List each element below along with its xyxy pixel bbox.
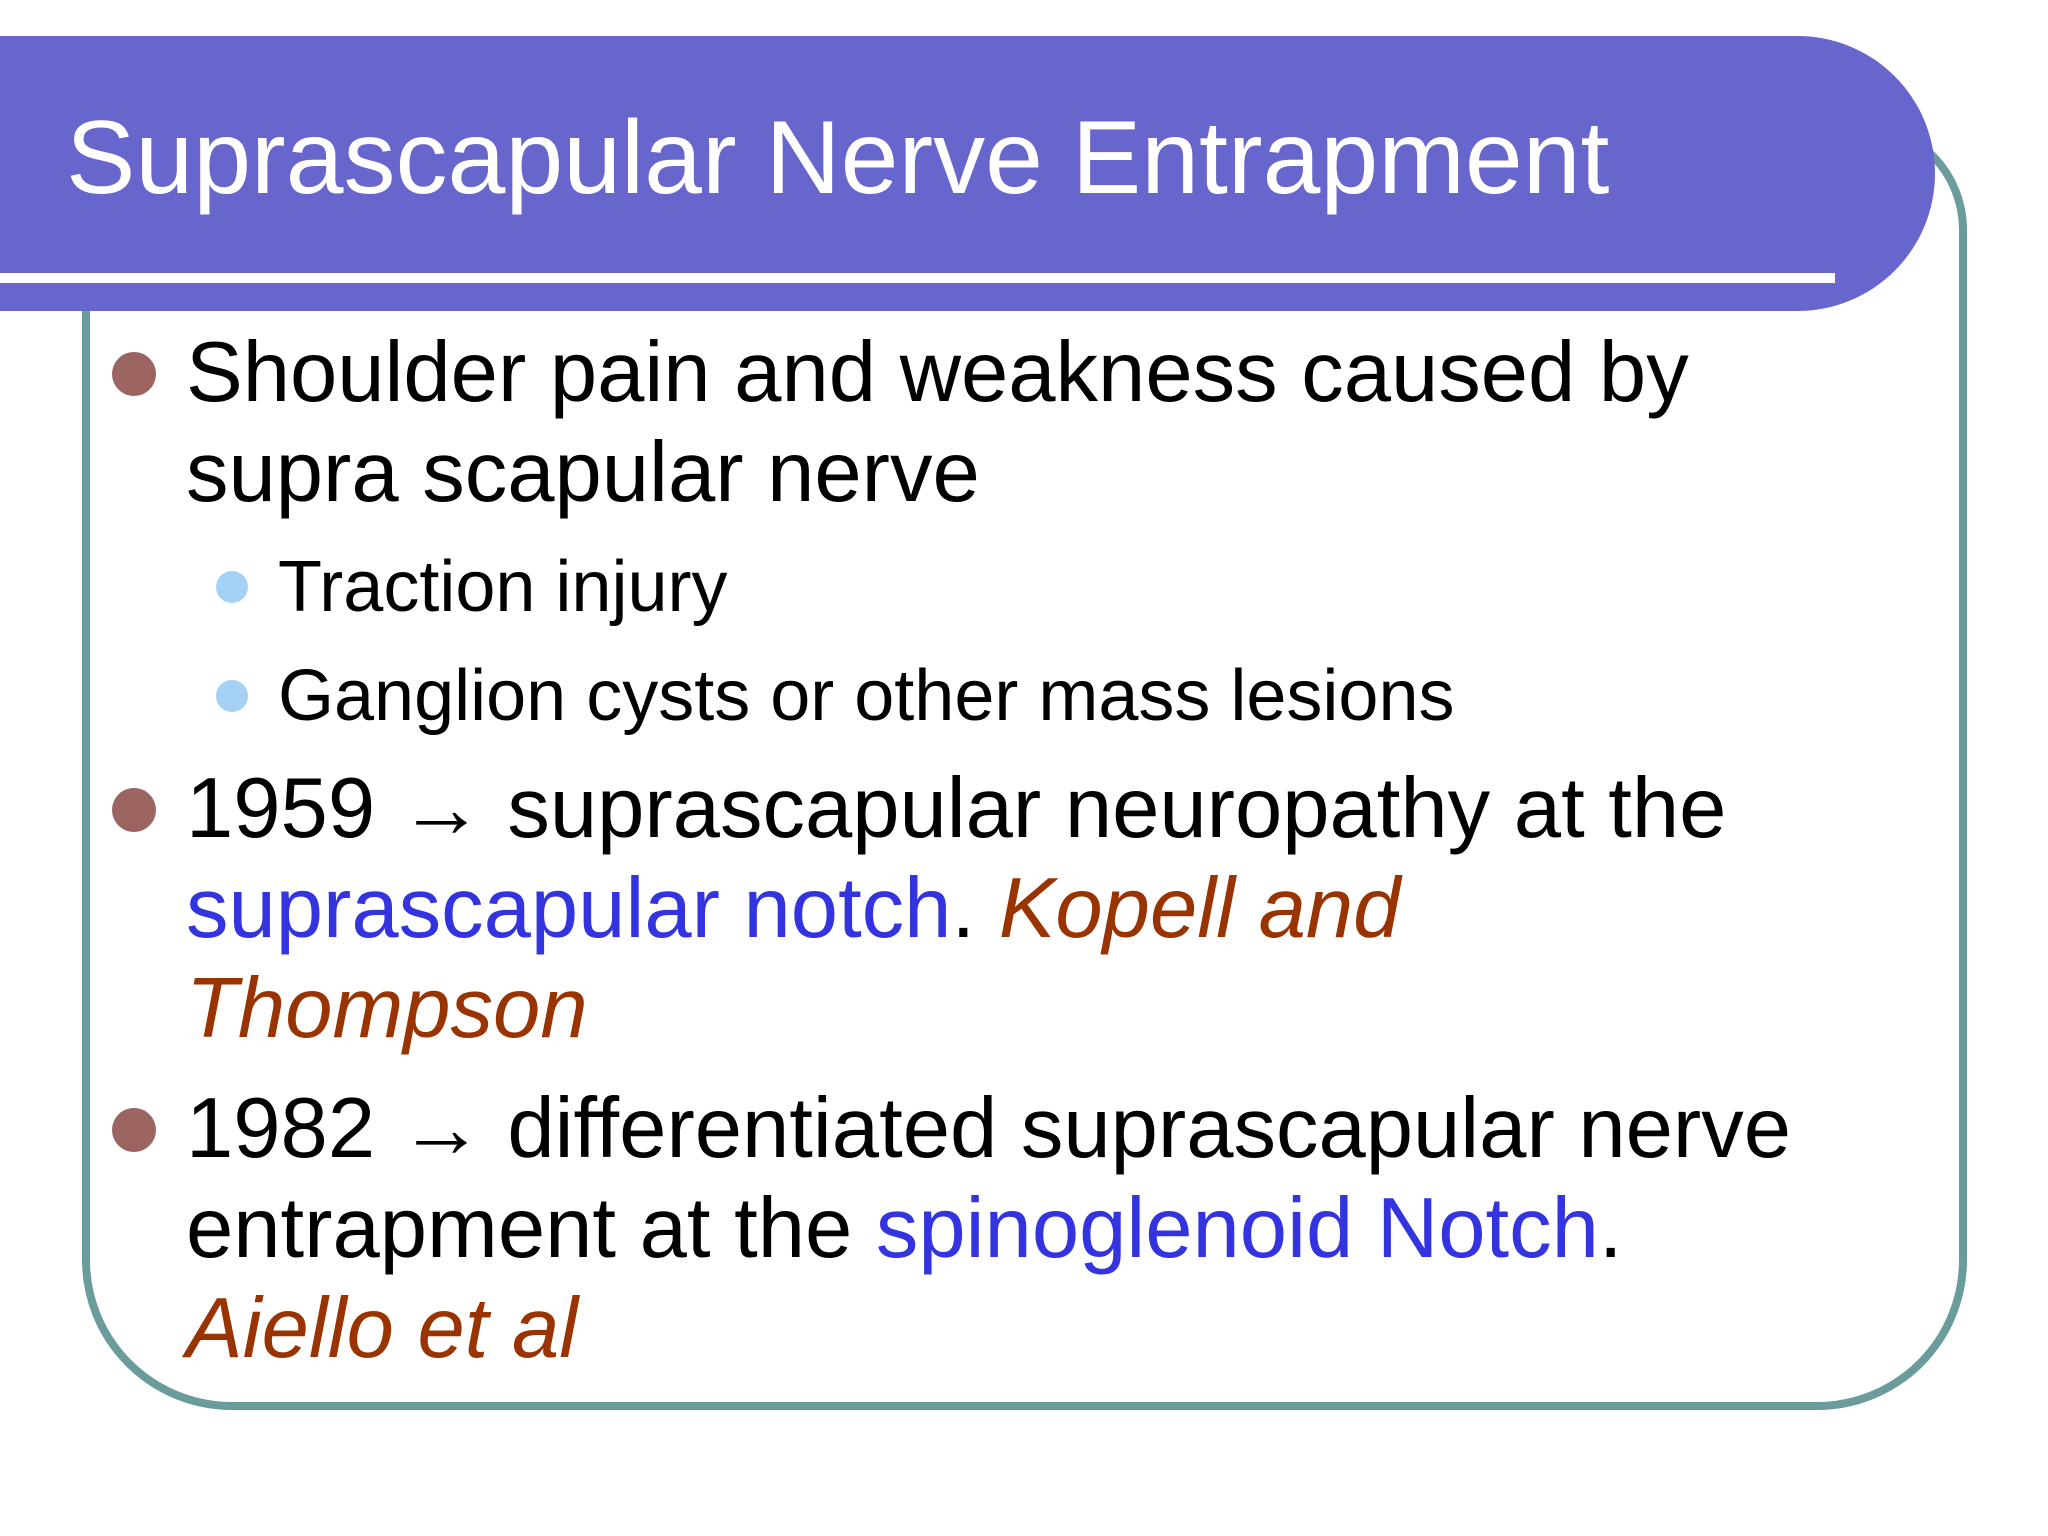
bullet-2-text [186, 759, 1726, 1059]
bullet-3-text [186, 1079, 1791, 1379]
title-underline [0, 273, 1835, 283]
citation-aiello: Aiello et al [186, 1281, 579, 1376]
sub-bullet-1: Traction injury [278, 547, 728, 627]
sub-bullet-2: Ganglion cysts or other mass lesions [278, 656, 1455, 736]
bullet-dot [112, 352, 156, 396]
citation-thompson: Thompson [186, 961, 588, 1056]
period: . [951, 861, 976, 956]
sub-bullet-dot [216, 680, 248, 712]
suprascapular-notch-term: suprascapular notch [186, 861, 952, 956]
bullet-1-line-2: supra scapular nerve [186, 425, 980, 520]
bullet-dot [112, 1108, 156, 1152]
bullet-1-line-1: Shoulder pain and weakness caused by [186, 325, 1689, 420]
period: . [1598, 1181, 1623, 1276]
bullet-dot [112, 788, 156, 832]
bullet-2-line-2 [186, 859, 1726, 959]
spinoglenoid-notch-term: spinoglenoid Notch [875, 1181, 1599, 1276]
slide-title: Suprascapular Nerve Entrapment [66, 100, 1610, 216]
bullet-1-text [186, 323, 1689, 523]
citation-kopell: Kopell and [998, 861, 1401, 956]
bullet-3-line-2 [186, 1179, 1791, 1279]
bullet-2-line-1: 1959 → suprascapular neuropathy at the [186, 761, 1727, 856]
bullet-3-line-2-prefix: entrapment at the [186, 1181, 876, 1276]
sub-bullet-dot [216, 571, 248, 603]
bullet-3-line-1: 1982 → differentiated suprascapular nerve [186, 1081, 1791, 1176]
